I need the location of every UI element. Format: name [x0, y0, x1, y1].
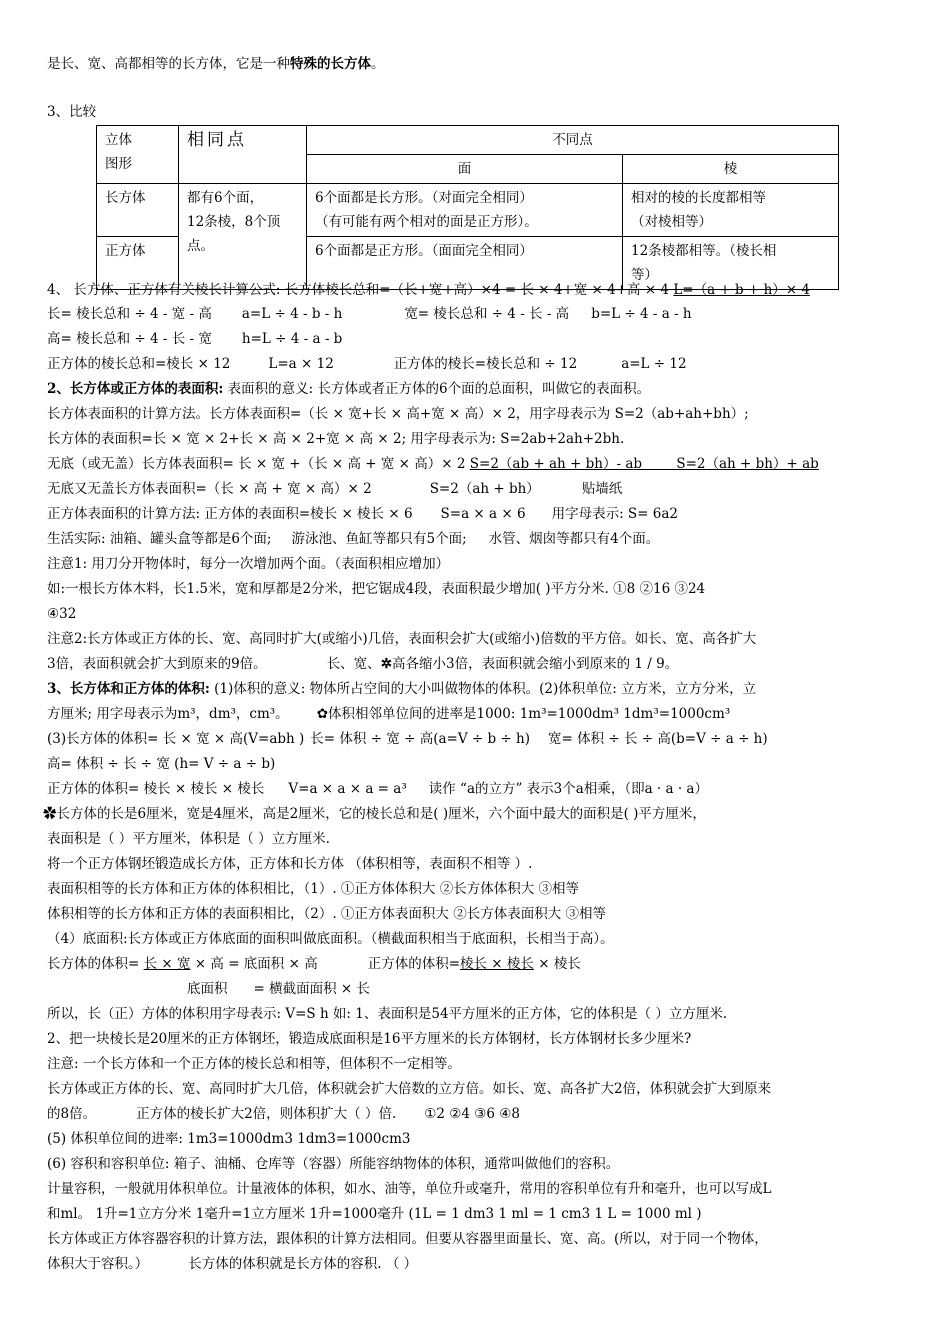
line-9: 长方体表面积的计算方法。长方体表面积=（长 × 宽+长 × 高+宽 × 高）× 2，用字母表示为 S=2（ab+ah+bh）; — [47, 406, 749, 422]
line-10: 长方体的表面积=长 × 宽 × 2+长 × 高 × 2+宽 × 高 × 2; 用字母表示为: S=2ab+2ah+2bh. — [47, 431, 625, 447]
header-same: 相同点 — [179, 126, 307, 184]
line-33: 所以，长（正）方体的体积用字母表示: V=S h 如: 1、表面积是54平方厘米的正方体，它的体积是（ ）立方厘米. — [47, 1006, 728, 1022]
line-23: 高= 体积 ÷ 长 ÷ 宽 (h= V ÷ a ÷ b) — [47, 756, 276, 772]
line-27: 将一个正方体钢坯锻造成长方体，正方体和长方体 （体积相等，表面积不相等 ）. — [47, 856, 533, 872]
line-35: 注意: 一个长方体和一个正方体的棱长总和相等，但体积不一定相等。 — [47, 1056, 461, 1072]
emphasis-text: 特殊的长方体 — [290, 56, 371, 72]
line-42: 长方体或正方体容器容积的计算方法，跟体积的计算方法相同。但要从容器里面量长、宽、高。(所以，对于同一个物体， — [47, 1231, 768, 1247]
line-43: 体积大于容积。） 长方体的体积就是长方体的容积. （ ） — [47, 1256, 418, 1272]
cube-edge: 12条棱都相等。（棱长相 等） — [623, 237, 839, 290]
line-height: 高= 棱长总和 ÷ 4 - 长 - 宽 h=L ÷ 4 - a - b — [47, 331, 343, 347]
line-40: 计量容积，一般就用体积单位。计量液体的体积，如水、油等，单位升或毫升，常用的容积单位有升和毫升，也可以写成L — [47, 1181, 772, 1197]
line-option-4: ④32 — [47, 606, 77, 622]
line-31: 长方体的体积= 长 × 宽 × 高 = 底面积 × 高 正方体的体积=棱长 × 棱长 × 棱长 — [47, 956, 581, 972]
section-volume: 3、长方体和正方体的体积: (1)体积的意义: 物体所占空间的大小叫做物体的体积。(2)体积单位: 立方米，立方分米，立 — [47, 681, 757, 697]
cube-face: 6个面都是正方形。（面面完全相同） — [307, 237, 623, 290]
line-no-bottom-no-top: 无底又无盖长方体表面积=（长 × 高 + 宽 × 高）× 2 S=2（ah + bh） 贴墙纸 — [47, 481, 623, 497]
comparison-table — [96, 125, 839, 290]
line-1: 是长、宽、高都相等的长方体，它是一种特殊的长方体。 — [47, 56, 385, 72]
flower-icon: ✿ — [43, 806, 57, 822]
line-39: (6) 容积和容积单位: 箱子、油桶、仓库等（容器）所能容纳物体的体积，通常叫做他们的容积。 — [47, 1156, 620, 1172]
row-cube-name: 正方体 — [97, 237, 179, 290]
flower-icon: ✿ — [316, 706, 328, 722]
line-note-2: 注意2:长方体或正方体的长、宽、高同时扩大(或缩小)几倍，表面积会扩大(或缩小)倍数的平方倍。如长、宽、高各扩大 — [47, 631, 757, 647]
cuboid-face: 6个面都是长方形。（对面完全相同） （有可能有两个相对的面是正方形）。 — [307, 184, 623, 237]
line-19: 3倍，表面积就会扩大到原来的9倍。 长、宽、✲高各缩小3倍，表面积就会缩小到原来的 1 / 9。 — [47, 656, 679, 672]
line-length: 长= 棱长总和 ÷ 4 - 宽 - 高 a=L ÷ 4 - b - h 宽= 棱长总和 ÷ 4 - 长 - 高 b=L ÷ 4 - a - h — [47, 306, 692, 322]
line-32: 底面积 = 横截面面积 × 长 — [187, 981, 370, 997]
asterisk-icon: ✲ — [380, 656, 392, 672]
cuboid-edge: 相对的棱的长度都相等 （对棱相等） — [623, 184, 839, 237]
line-example-1: 如:一根长方体木料，长1.5米，宽和厚都是2分米，把它锯成4段，表面积最少增加( )平方分米. ①8 ②16 ③24 — [47, 581, 706, 597]
line-22: (3)长方体的体积= 长 × 宽 × 高(V=abh ) 长= 体积 ÷ 宽 ÷ 高(a=V ÷ b ÷ h) 宽= 体积 ÷ 长 ÷ 高(b=V ÷ a ÷ h) — [47, 731, 768, 747]
header-edge: 棱 — [623, 155, 839, 184]
line-41: 和ml。 1升=1立方分米 1毫升=1立方厘米 1升=1000毫升 (1L = 1 dm3 1 ml = 1 cm3 1 L = 1000 ml ) — [47, 1206, 702, 1222]
line-24: 正方体的体积= 棱长 × 棱长 × 棱长 V=a × a × a = a³ 读作 “a的立方” 表示3个a相乘，（即a · a · a） — [47, 781, 708, 797]
line-37: 的8倍。 正方体的棱长扩大2倍，则体积扩大（ ）倍. ①2 ②4 ③6 ④8 — [47, 1106, 520, 1122]
line-21: 方厘米; 用字母表示为m³，dm³，cm³。 ✿体积相邻单位间的进率是1000: 1m³=1000dm³ 1dm³=1000cm³ — [47, 703, 730, 725]
row-cuboid-name: 长方体 — [97, 184, 179, 237]
line-36: 长方体或正方体的长、宽、高同时扩大几倍，体积就会扩大倍数的立方倍。如长、宽、高各扩大2倍，体积就会扩大到原来 — [47, 1081, 772, 1097]
line-real-life: 生活实际: 油箱、罐头盒等都是6个面; 游泳池、鱼缸等都只有5个面; 水管、烟囱等都只有4个面。 — [47, 531, 660, 547]
line-note-1: 注意1: 用刀分开物体时，每分一次增加两个面。（表面积相应增加） — [47, 556, 450, 572]
line-no-bottom: 无底（或无盖）长方体表面积= 长 × 宽 +（长 × 高 + 宽 × 高）× 2 S=2（ab + ah + bh）- ab S=2（ah + bh）+ ab — [47, 456, 819, 472]
line-cube-surface: 正方体表面积的计算方法: 正方体的表面积=棱长 × 棱长 × 6 S=a × a × 6 用字母表示: S= 6a2 — [47, 506, 678, 522]
line-edge-formula: 4、 长方体、正方体有关棱长计算公式: 长方体棱长总和=（长+宽+高）×4 = 长 × 4+宽 × 4+高 × 4 L=（a + b + h）× 4 — [47, 282, 810, 298]
section-surface-area: 2、长方体或正方体的表面积: 表面积的意义: 长方体或者正方体的6个面的总面积，叫做它的表面积。 — [47, 381, 651, 397]
line-26: 表面积是（ ）平方厘米，体积是（ ）立方厘米. — [47, 831, 330, 847]
line-29: 体积相等的长方体和正方体的表面积相比，（2）. ①正方体表面积大 ②长方体表面积大 ③相等 — [47, 906, 607, 922]
line-28: 表面积相等的长方体和正方体的体积相比，（1）. ①正方体体积大 ②长方体体积大 ③相等 — [47, 881, 580, 897]
line-25: ✿长方体的长是6厘米，宽是4厘米，高是2厘米，它的棱长总和是( )厘米，六个面中最大的面积是( )平方厘米， — [43, 806, 706, 822]
formula-underlined: L=（a + b + h）× 4 — [673, 282, 810, 298]
line-34: 2、把一块棱长是20厘米的正方体钢坯，锻造成底面积是16平方厘米的长方体钢材，长方体钢材长多少厘米? — [47, 1031, 692, 1047]
header-face: 面 — [307, 155, 623, 184]
same-points: 都有6个面， 12条棱，8个顶 点。 — [179, 184, 307, 290]
line-38: (5) 体积单位间的进率: 1m3=1000dm3 1dm3=1000cm3 — [47, 1131, 411, 1147]
line-30: （4）底面积:长方体或正方体底面的面积叫做底面积。（横截面积相当于底面积，长相当于高）。 — [47, 931, 614, 947]
section-compare: 3、比较 — [47, 104, 97, 120]
header-shape: 立体 图形 — [97, 126, 179, 184]
header-diff: 不同点 — [307, 126, 839, 155]
line-cube-edge: 正方体的棱长总和=棱长 × 12 L=a × 12 正方体的棱长=棱长总和 ÷ 12 a=L ÷ 12 — [47, 356, 687, 372]
